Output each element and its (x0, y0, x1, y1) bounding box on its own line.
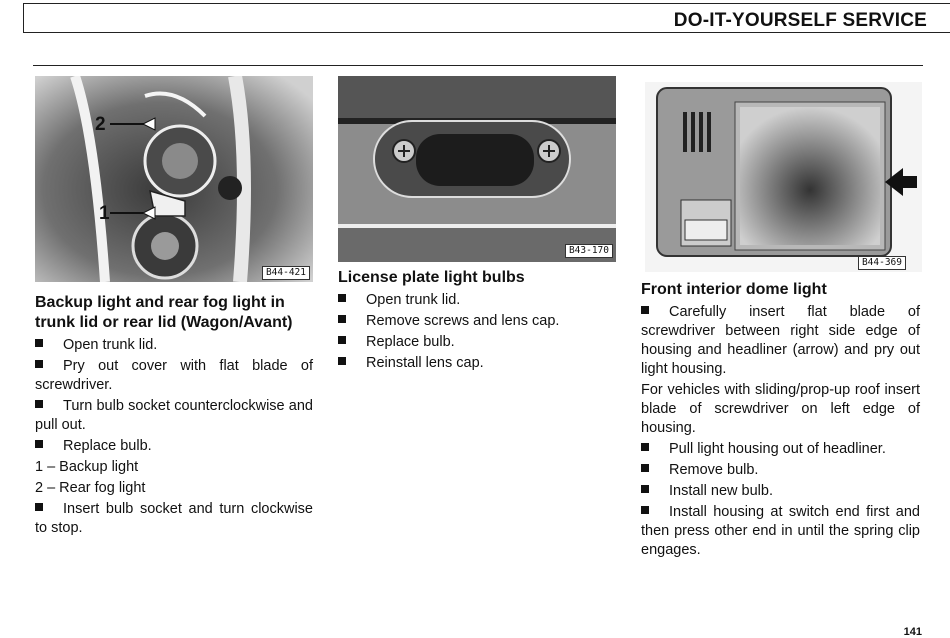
column-backup-light (35, 293, 313, 540)
column-dome-light (641, 280, 920, 562)
bullet-icon (641, 464, 649, 472)
figure-license-plate-light (338, 76, 616, 262)
bullet-icon (35, 339, 43, 347)
list-item: Pull light housing out of headliner. (641, 440, 920, 459)
list-item: Install housing at switch end first and then press other end in until the spring clip engages. (641, 504, 920, 558)
bullet-icon (35, 440, 43, 448)
figure-code: B44-369 (858, 256, 906, 270)
list-item: Pry out cover with flat blade of screwdriver. (35, 358, 313, 393)
dome-light-illustration (645, 82, 922, 272)
bullet-icon (641, 443, 649, 451)
bullet-icon (641, 506, 649, 514)
list-item: Turn bulb socket counterclockwise and pull out. (35, 398, 313, 433)
legend-item: 1 – Backup light (35, 459, 139, 475)
bullet-icon (35, 360, 43, 368)
bullet-icon (338, 357, 346, 365)
list-item: Replace bulb. (338, 333, 618, 352)
list-item: Open trunk lid. (338, 291, 618, 310)
section-heading-dome-light: Front interior dome light (641, 281, 827, 298)
figure-backup-light (35, 76, 313, 282)
list-item: Replace bulb. (35, 437, 313, 456)
list-item: Open trunk lid. (35, 336, 313, 355)
list-item: Reinstall lens cap. (338, 354, 618, 373)
bullet-icon (641, 306, 649, 314)
section-heading-backup-light: Backup light and rear fog light in trunk lid or rear lid (Wagon/Avant) (35, 294, 293, 331)
bullet-icon (338, 315, 346, 323)
bullet-icon (338, 336, 346, 344)
callout-1: 1 (99, 203, 110, 224)
page-title: DO-IT-YOURSELF SERVICE (673, 10, 927, 31)
callout-2: 2 (95, 114, 106, 135)
list-item: Install new bulb. (641, 482, 920, 501)
bullet-icon (641, 485, 649, 493)
license-plate-illustration (338, 76, 616, 262)
backup-light-illustration (35, 76, 313, 282)
bullet-icon (35, 400, 43, 408)
list-item: Remove screws and lens cap. (338, 312, 618, 331)
figure-code: B43-170 (565, 244, 613, 258)
bullet-icon (35, 503, 43, 511)
figure-code: B44-421 (262, 266, 310, 280)
section-heading-license-plate: License plate light bulbs (338, 269, 525, 286)
page-number: 141 (903, 626, 922, 638)
figure-dome-light (645, 82, 922, 272)
column-license-plate (338, 268, 618, 375)
note-text: For vehicles with sliding/prop-up roof insert blade of screwdriver on left edge of housing. (641, 382, 920, 436)
header-rule (33, 65, 923, 66)
list-item: Remove bulb. (641, 461, 920, 480)
list-item: Carefully insert flat blade of screwdriver between right side edge of housing and headliner (arrow) and pry out light housing. (641, 304, 920, 377)
header-bar (23, 3, 950, 33)
list-item: Insert bulb socket and turn clockwise to stop. (35, 501, 313, 536)
bullet-icon (338, 294, 346, 302)
legend-item: 2 – Rear fog light (35, 480, 146, 496)
